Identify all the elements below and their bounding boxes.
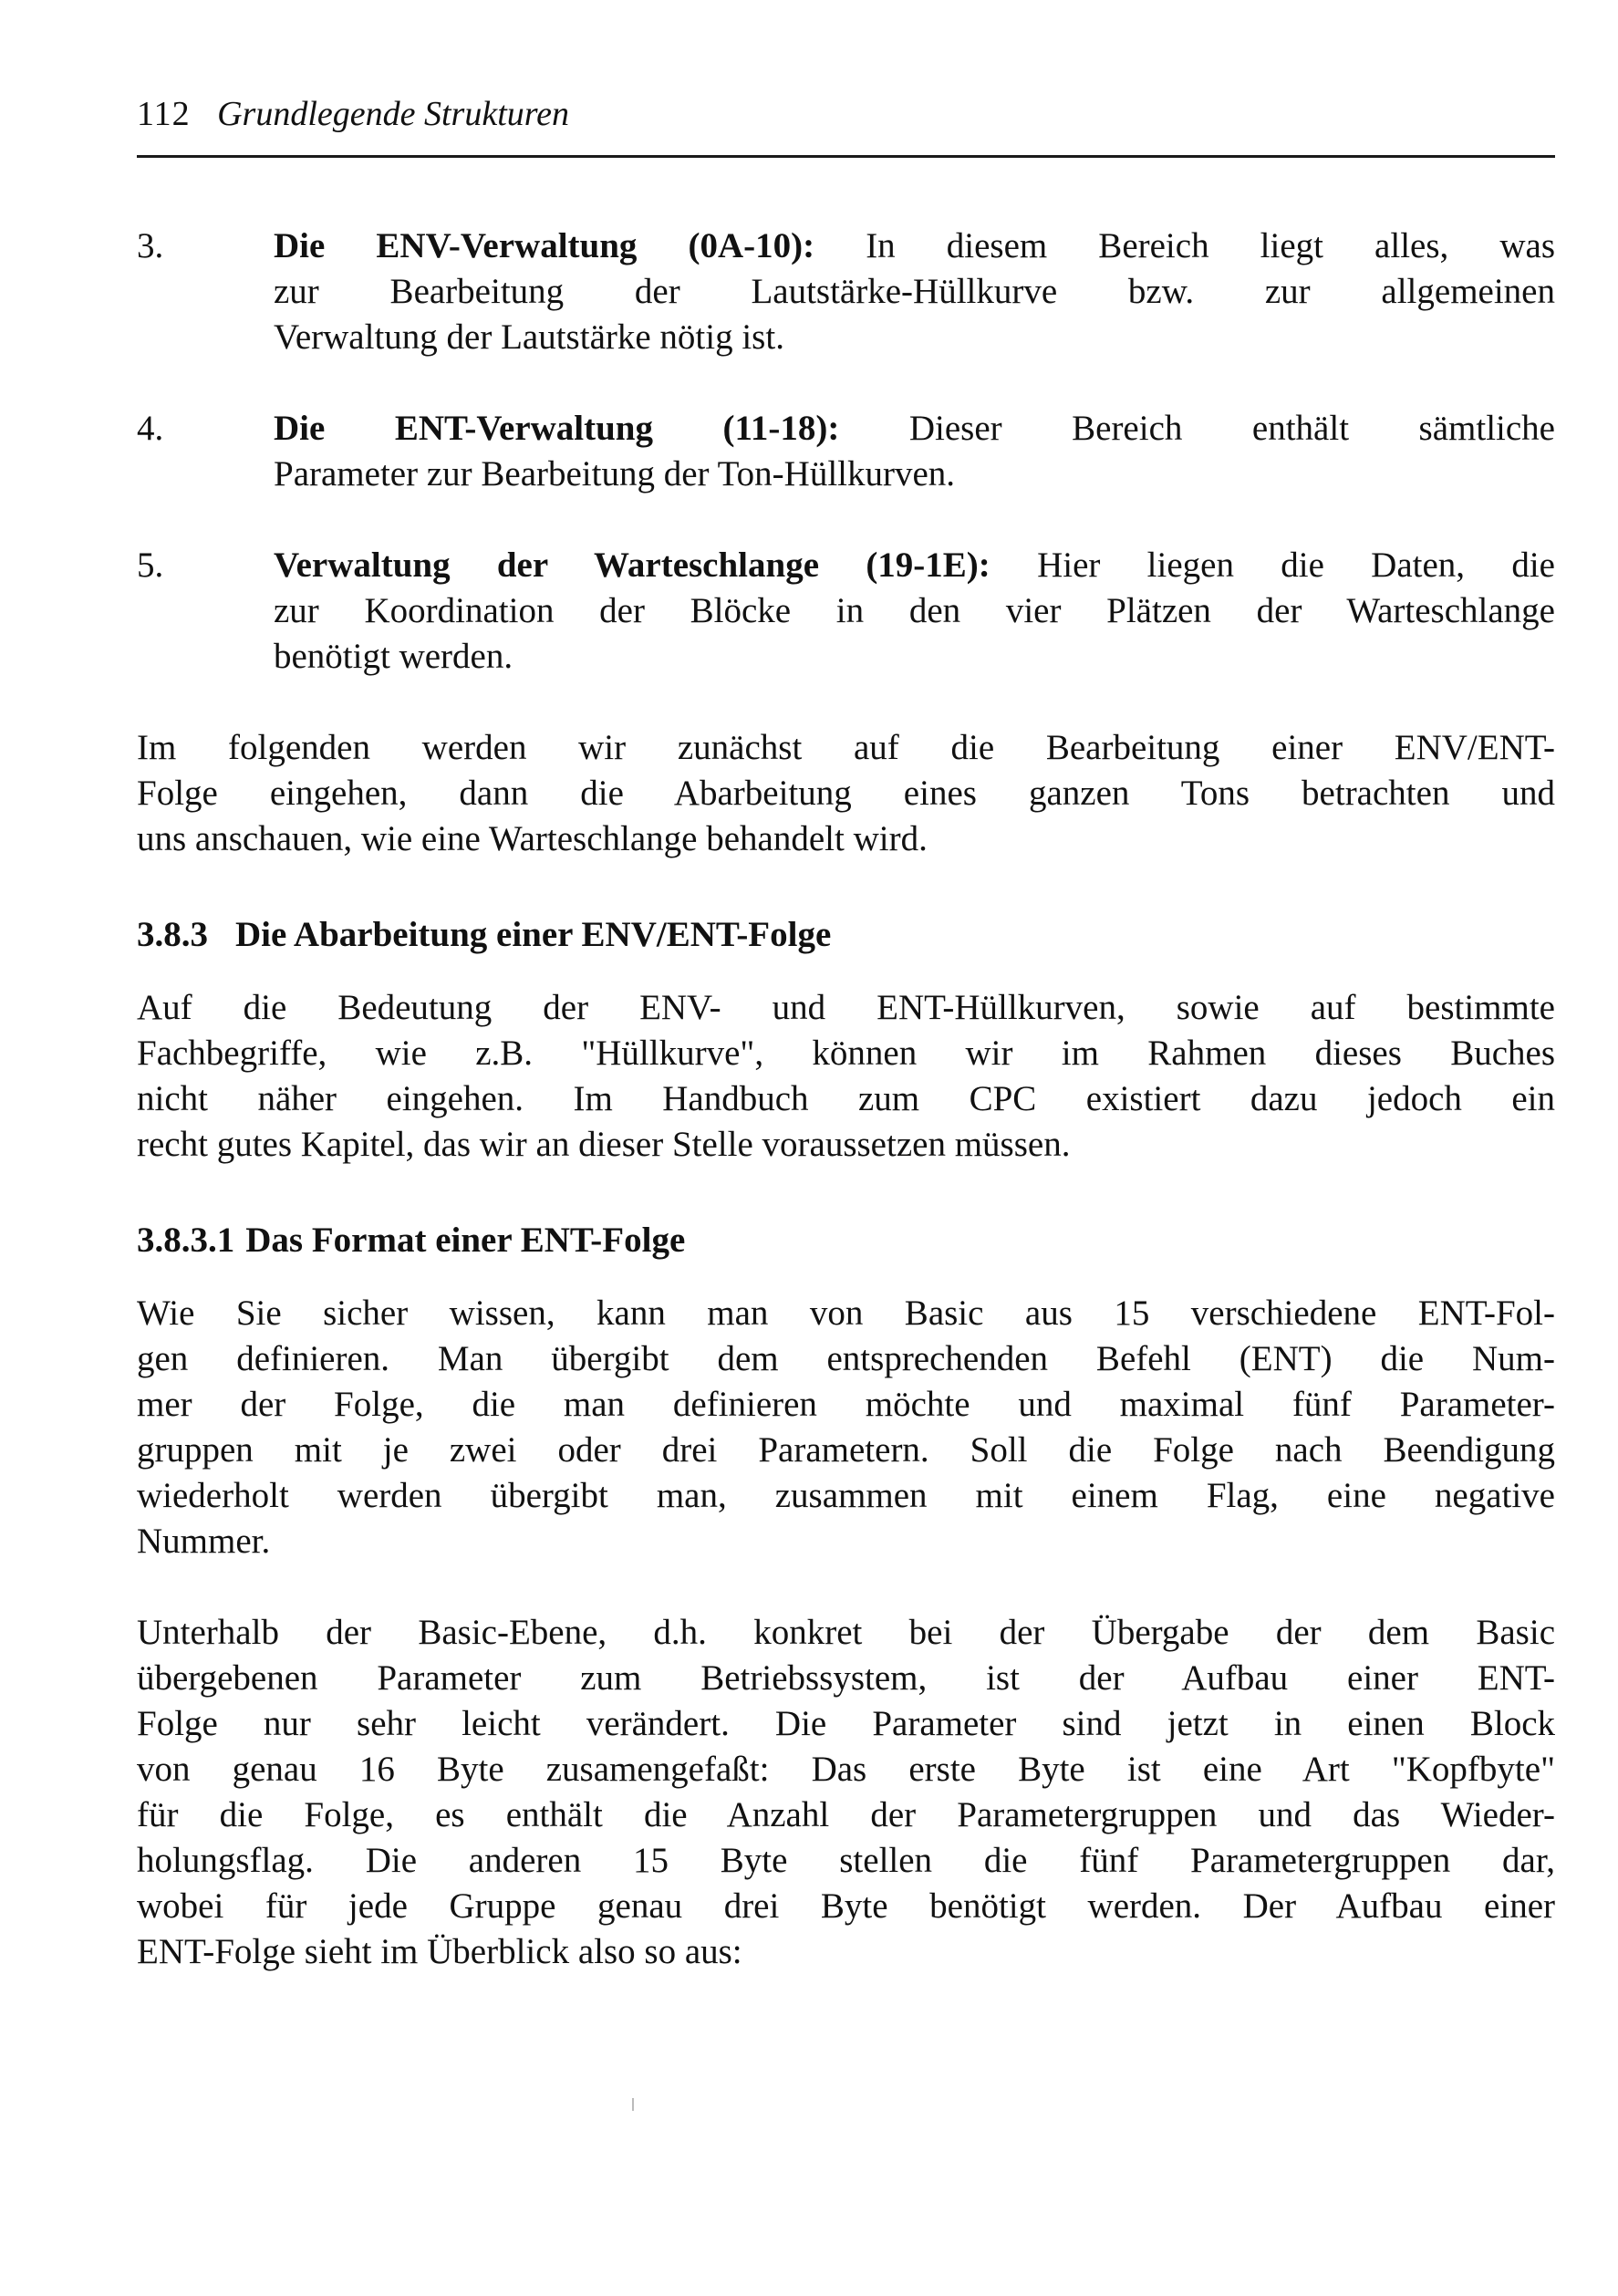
subsection-number: 3.8.3.1 [137,1221,235,1260]
list-item-line [274,223,1555,269]
paragraph-line: mer der Folge, die man definieren möchte und maximal fünf Parameter- [137,1385,1555,1424]
running-head [137,91,569,137]
list-item-text: Dieser Bereich enthält sämtliche [839,409,1555,448]
paragraph-line: von genau 16 Byte zusamengefaßt: Das erste Byte ist eine Art "Kopfbyte" [137,1750,1555,1789]
list-item-number: 4. [137,409,164,448]
paragraph-line: Unterhalb der Basic-Ebene, d.h. konkret bei der Übergabe der dem Basic [137,1613,1555,1652]
paragraph-line: Im folgenden werden wir zunächst auf die Bearbeitung einer ENV/ENT- [137,728,1555,767]
section-title: Die Abarbeitung einer ENV/ENT-Folge [235,915,832,954]
list-item-line: zur Bearbeitung der Lautstärke-Hüllkurve bzw. zur allgemeinen [274,272,1555,311]
paragraph-line: wobei für jede Gruppe genau drei Byte benötigt werden. Der Aufbau einer [137,1886,1555,1926]
list-item-lead: Verwaltung der Warteschlange (19-1E): [274,545,991,585]
page-number: 112 [137,95,191,133]
paragraph-line: übergebenen Parameter zum Betriebssystem, ist der Aufbau einer ENT- [137,1658,1555,1698]
paragraph-line: wiederholt werden übergibt man, zusammen mit einem Flag, eine negative [137,1476,1555,1515]
list-item-lead: Die ENV-Verwaltung (0A-10): [274,226,815,265]
paragraph-line: nicht näher eingehen. Im Handbuch zum CPC existiert dazu jedoch ein [137,1079,1555,1118]
paragraph-line: Auf die Bedeutung der ENV- und ENT-Hüllkurven, sowie auf bestimmte [137,988,1555,1027]
list-item-text: Hier liegen die Daten, die [990,545,1555,585]
subsection-heading [137,1218,685,1263]
paragraph-line: Wie Sie sicher wissen, kann man von Basic aus 15 verschiedene ENT-Fol- [137,1293,1555,1333]
list-item-lead: Die ENT-Verwaltung (11-18): [274,409,840,448]
paragraph-line: recht gutes Kapitel, das wir an dieser Stelle voraussetzen müssen. [137,1125,1071,1164]
section-heading [137,912,831,958]
list-item-number: 5. [137,545,164,585]
paragraph-line: gen definieren. Man übergibt dem entsprechenden Befehl (ENT) die Num- [137,1339,1555,1378]
header-rule [137,155,1555,158]
running-title: Grundlegende Strukturen [217,95,569,133]
paragraph-line: Nummer. [137,1522,271,1561]
scan-speck [632,2098,634,2111]
paragraph-line: holungsflag. Die anderen 15 Byte stellen die fünf Parametergruppen dar, [137,1841,1555,1880]
subsection-title: Das Format einer ENT-Folge [245,1221,686,1260]
paragraph-line: für die Folge, es enthält die Anzahl der Parametergruppen und das Wieder- [137,1795,1555,1834]
list-item-line [274,543,1555,588]
list-item-text: In diesem Bereich liegt alles, was [814,226,1556,265]
paragraph-line: Folge eingehen, dann die Abarbeitung eines ganzen Tons betrachten und [137,774,1555,813]
list-item-line [274,406,1555,452]
list-item-line: benötigt werden. [274,637,513,676]
paragraph-line: uns anschauen, wie eine Warteschlange behandelt wird. [137,819,928,858]
paragraph-line: gruppen mit je zwei oder drei Parametern. Soll die Folge nach Beendigung [137,1430,1555,1470]
paragraph-line: Fachbegriffe, wie z.B. "Hüllkurve", können wir im Rahmen dieses Buches [137,1034,1555,1073]
list-item-line: Verwaltung der Lautstärke nötig ist. [274,317,784,357]
paragraph-line: ENT-Folge sieht im Überblick also so aus: [137,1932,742,1971]
list-item-line: Parameter zur Bearbeitung der Ton-Hüllkurven. [274,454,956,493]
list-item-number: 3. [137,226,164,265]
section-number: 3.8.3 [137,915,208,954]
paragraph-line: Folge nur sehr leicht verändert. Die Parameter sind jetzt in einen Block [137,1704,1555,1743]
list-item-line: zur Koordination der Blöcke in den vier Plätzen der Warteschlange [274,591,1555,630]
